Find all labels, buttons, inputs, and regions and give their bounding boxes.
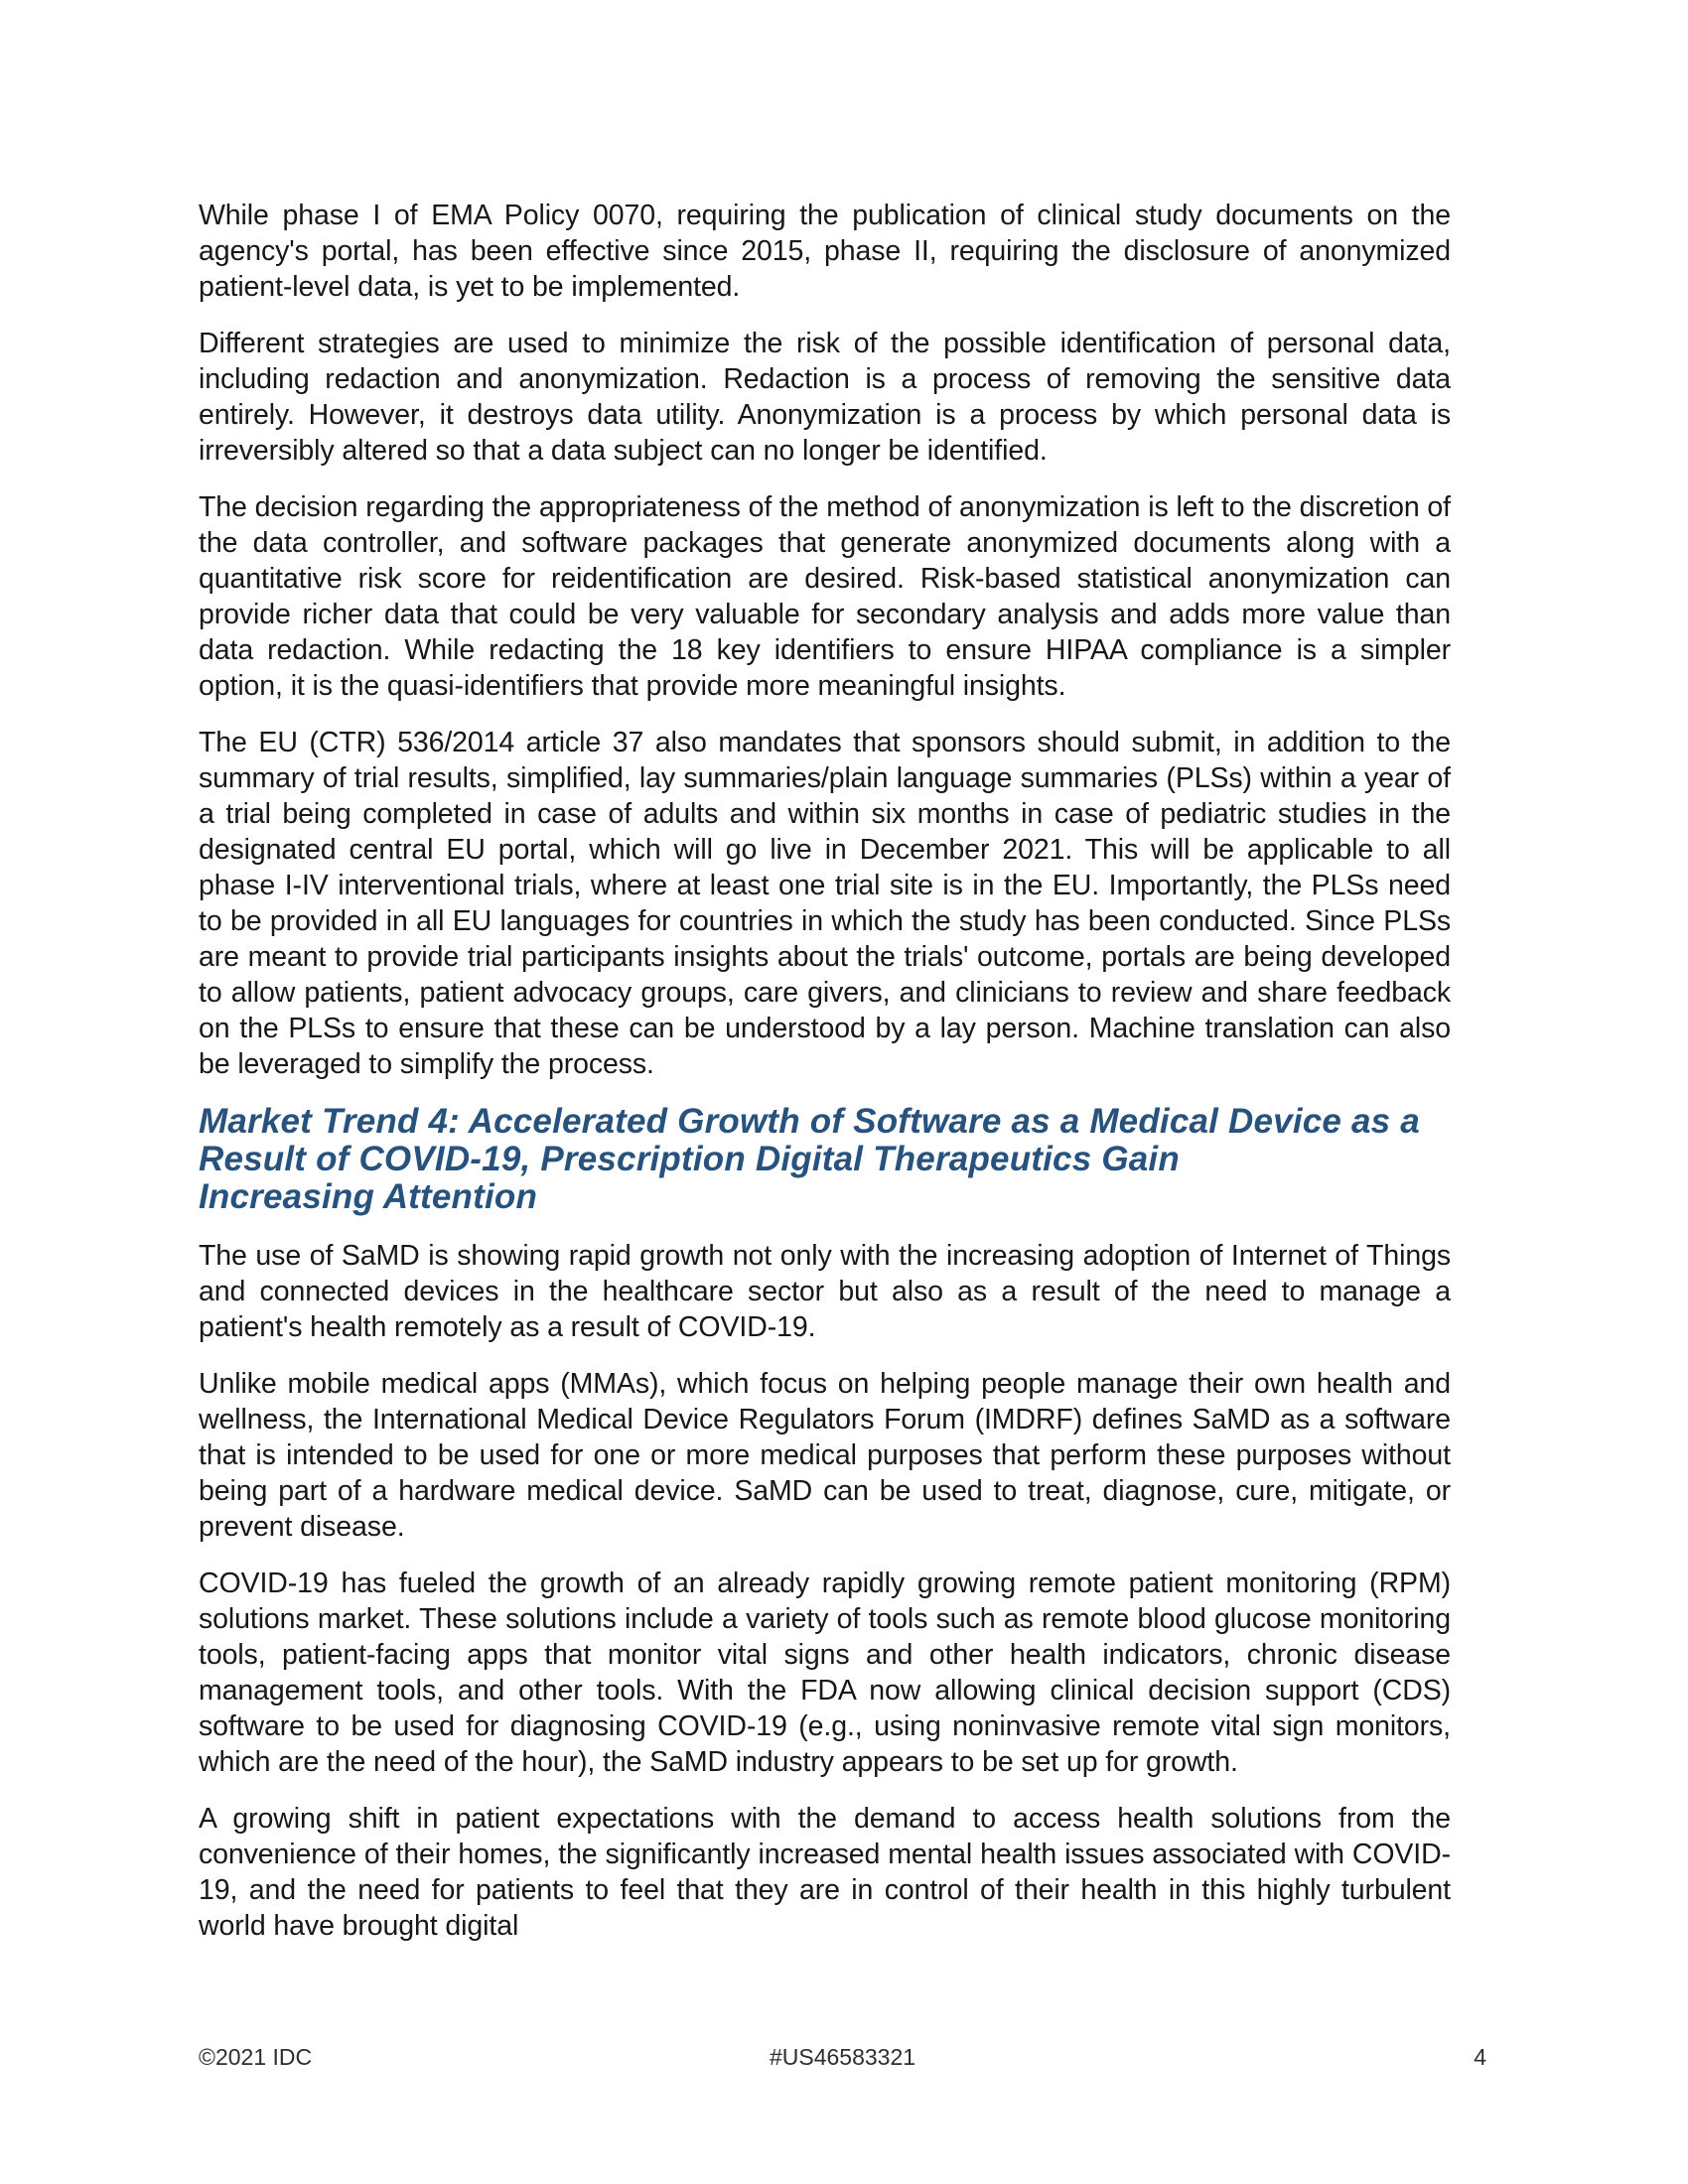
paragraph-anonymization-decision: The decision regarding the appropriateness of the method of anonymization is left to the discretion of the data controller, and software packages that generate anonymized documents along with a quantitative risk score for reidentification are desired. Risk-based statistical anonymization can provide richer data that could be very valuable for secondary analysis and adds more value than data redaction. While redacting the 18 key identifiers to ensure HIPAA compliance is a simpler option, it is the quasi-identifiers that provide more meaningful insights. (199, 491, 1451, 702)
footer-copyright: ©2021 IDC (199, 2044, 313, 2070)
paragraph-samd-growth: The use of SaMD is showing rapid growth not only with the increasing adoption of Internet of Things and connected devices in the healthcare sector but also as a result of the need to manage a patient's health remotely as a result of COVID-19. (199, 1240, 1451, 1343)
footer-page-number: 4 (1474, 2044, 1486, 2070)
footer-doc-id: #US46583321 (769, 2044, 916, 2070)
heading-line-1: Market Trend 4: Accelerated Growth of Software as a Medical Device as a (199, 1102, 1420, 1141)
page-body (199, 198, 1451, 1965)
paragraph-imdrf-definition: Unlike mobile medical apps (MMAs), which focus on helping people manage their own health and wellness, the International Medical Device Regulators Forum (IMDRF) defines SaMD as a software that is intended to be used for one or more medical purposes that perform these purposes without being part of a hardware medical device. SaMD can be used to treat, diagnose, cure, mitigate, or prevent disease. (199, 1368, 1451, 1543)
page-footer (199, 2043, 1486, 2071)
section-heading-market-trend-4 (199, 1103, 1451, 1216)
heading-line-3: Increasing Attention (199, 1177, 538, 1216)
paragraph-strategies: Different strategies are used to minimize the risk of the possible identification of personal data, including redaction and anonymization. Redaction is a process of removing the sensitive data entirely. However, it destroys data utility. Anonymization is a process by which personal data is irreversibly altered so that a data subject can no longer be identified. (199, 328, 1451, 467)
paragraph-patient-expectations: A growing shift in patient expectations with the demand to access health solutions from the convenience of their homes, the significantly increased mental health issues associated with COVID-19, and the need for patients to feel that they are in control of their health in this highly turbulent world have brought digital (199, 1803, 1451, 1942)
heading-line-2: Result of COVID-19, Prescription Digital Therapeutics Gain (199, 1140, 1180, 1178)
paragraph-covid-rpm: COVID-19 has fueled the growth of an already rapidly growing remote patient monitoring (RPM) solutions market. These solutions include a variety of tools such as remote blood glucose monitoring tools, patient-facing apps that monitor vital signs and other health indicators, chronic disease management tools, and other tools. With the FDA now allowing clinical decision support (CDS) software to be used for diagnosing COVID-19 (e.g., using noninvasive remote vital sign monitors, which are the need of the hour), the SaMD industry appears to be set up for growth. (199, 1568, 1451, 1778)
paragraph-ema-policy: While phase I of EMA Policy 0070, requiring the publication of clinical study documents on the agency's portal, has been effective since 2015, phase II, requiring the disclosure of anonymized patient-level data, is yet to be implemented. (199, 200, 1451, 303)
paragraph-eu-ctr: The EU (CTR) 536/2014 article 37 also mandates that sponsors should submit, in addition to the summary of trial results, simplified, lay summaries/plain language summaries (PLSs) within a year of a trial being completed in case of adults and within six months in case of pediatric studies in the designated central EU portal, which will go live in December 2021. This will be applicable to all phase I-IV interventional trials, where at least one trial site is in the EU. Importantly, the PLSs need to be provided in all EU languages for countries in which the study has been conducted. Since PLSs are meant to provide trial participants insights about the trials' outcome, portals are being developed to allow patients, patient advocacy groups, care givers, and clinicians to review and share feedback on the PLSs to ensure that these can be understood by a lay person. Machine translation can also be leveraged to simplify the process. (199, 727, 1451, 1080)
